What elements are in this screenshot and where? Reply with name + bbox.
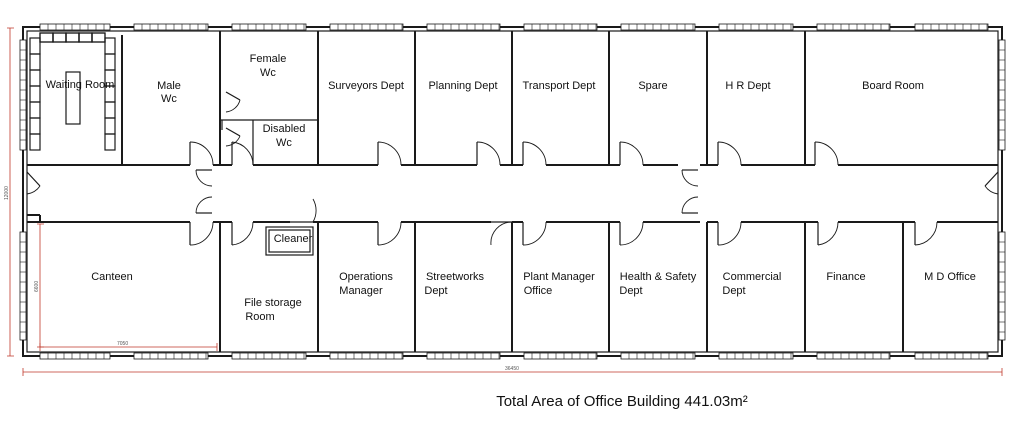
room-spare: Spare bbox=[638, 80, 668, 92]
dim-overall-length: 36450 bbox=[505, 366, 519, 372]
room-transport-dept: Transport Dept bbox=[522, 80, 596, 92]
window bbox=[134, 353, 208, 359]
dim-overall-width: 12000 bbox=[4, 186, 10, 200]
window bbox=[232, 24, 306, 30]
room-commercial-dept: Commercial Dept bbox=[722, 271, 782, 297]
seat bbox=[105, 54, 115, 70]
window bbox=[134, 24, 208, 30]
total-area-caption: Total Area of Office Building 441.03m² bbox=[496, 393, 748, 410]
window bbox=[621, 24, 695, 30]
window bbox=[524, 353, 597, 359]
window bbox=[40, 24, 110, 30]
window bbox=[817, 24, 890, 30]
window bbox=[232, 353, 306, 359]
door[interactable] bbox=[196, 197, 212, 213]
caption bbox=[0, 393, 1024, 410]
door[interactable] bbox=[818, 222, 838, 245]
door[interactable] bbox=[232, 222, 253, 245]
room-finance: Finance bbox=[826, 271, 866, 283]
door[interactable] bbox=[718, 222, 741, 245]
door[interactable] bbox=[378, 142, 401, 165]
door[interactable] bbox=[190, 142, 213, 165]
room-surveyors-dept: Surveyors Dept bbox=[328, 80, 404, 92]
window bbox=[999, 40, 1005, 150]
window bbox=[427, 24, 500, 30]
door[interactable] bbox=[196, 170, 212, 186]
room-md-office: M D Office bbox=[924, 271, 976, 283]
window bbox=[330, 24, 403, 30]
door[interactable] bbox=[378, 222, 401, 245]
room-female-wc: Female Wc bbox=[249, 53, 287, 79]
room-canteen: Canteen bbox=[91, 271, 133, 283]
window bbox=[330, 353, 403, 359]
dim-canteen-depth: 6600 bbox=[34, 280, 40, 292]
seat bbox=[105, 102, 115, 118]
door[interactable] bbox=[491, 222, 512, 245]
seat bbox=[105, 134, 115, 150]
seat bbox=[40, 33, 53, 42]
door[interactable] bbox=[232, 142, 253, 165]
seat bbox=[30, 102, 40, 118]
room-file-storage: File storage Room bbox=[244, 297, 302, 323]
door[interactable] bbox=[718, 142, 741, 165]
door[interactable] bbox=[682, 197, 698, 213]
seat bbox=[30, 118, 40, 134]
dim-canteen-width: 7050 bbox=[117, 341, 129, 347]
seat bbox=[30, 70, 40, 86]
seat bbox=[30, 54, 40, 70]
seat bbox=[30, 86, 40, 102]
seat bbox=[105, 118, 115, 134]
seat bbox=[66, 33, 79, 42]
door[interactable] bbox=[620, 222, 643, 245]
room-streetworks-dept: Streetworks Dept bbox=[424, 271, 485, 297]
door[interactable] bbox=[226, 92, 240, 112]
window bbox=[915, 353, 988, 359]
window bbox=[20, 232, 26, 340]
door[interactable] bbox=[523, 142, 546, 165]
window bbox=[427, 353, 500, 359]
door[interactable] bbox=[815, 142, 838, 165]
seat bbox=[92, 33, 105, 42]
room-planning-dept: Planning Dept bbox=[428, 80, 498, 92]
window bbox=[524, 24, 597, 30]
room-health-safety-dept: Health & Safety Dept bbox=[619, 271, 697, 297]
window bbox=[20, 40, 26, 150]
seat bbox=[105, 38, 115, 54]
seat bbox=[30, 134, 40, 150]
door[interactable] bbox=[985, 172, 998, 194]
door[interactable] bbox=[620, 142, 643, 165]
window bbox=[719, 24, 793, 30]
window bbox=[999, 232, 1005, 340]
door[interactable] bbox=[27, 172, 40, 194]
room-disabled-wc: Disabled Wc bbox=[262, 123, 306, 149]
door[interactable] bbox=[477, 142, 500, 165]
seat bbox=[79, 33, 92, 42]
window bbox=[40, 353, 110, 359]
room-hr-dept: H R Dept bbox=[725, 80, 771, 92]
door[interactable] bbox=[523, 222, 546, 245]
seat bbox=[30, 38, 40, 54]
room-operations-manager: Operations Manager bbox=[339, 271, 393, 297]
room-plant-manager-office: Plant Manager Office bbox=[523, 271, 595, 297]
window bbox=[719, 353, 793, 359]
door[interactable] bbox=[915, 222, 937, 245]
room-male-wc: Male Wc bbox=[157, 80, 181, 105]
room-cleaner: Cleaner bbox=[273, 233, 313, 245]
seat bbox=[53, 33, 66, 42]
door[interactable] bbox=[290, 199, 316, 222]
room-board-room: Board Room bbox=[862, 80, 924, 92]
door[interactable] bbox=[682, 170, 698, 186]
window bbox=[621, 353, 695, 359]
waiting-room-seating bbox=[30, 33, 115, 150]
room-waiting-room: Waiting Room bbox=[45, 79, 115, 91]
door[interactable] bbox=[190, 222, 213, 245]
window bbox=[817, 353, 890, 359]
window bbox=[915, 24, 988, 30]
